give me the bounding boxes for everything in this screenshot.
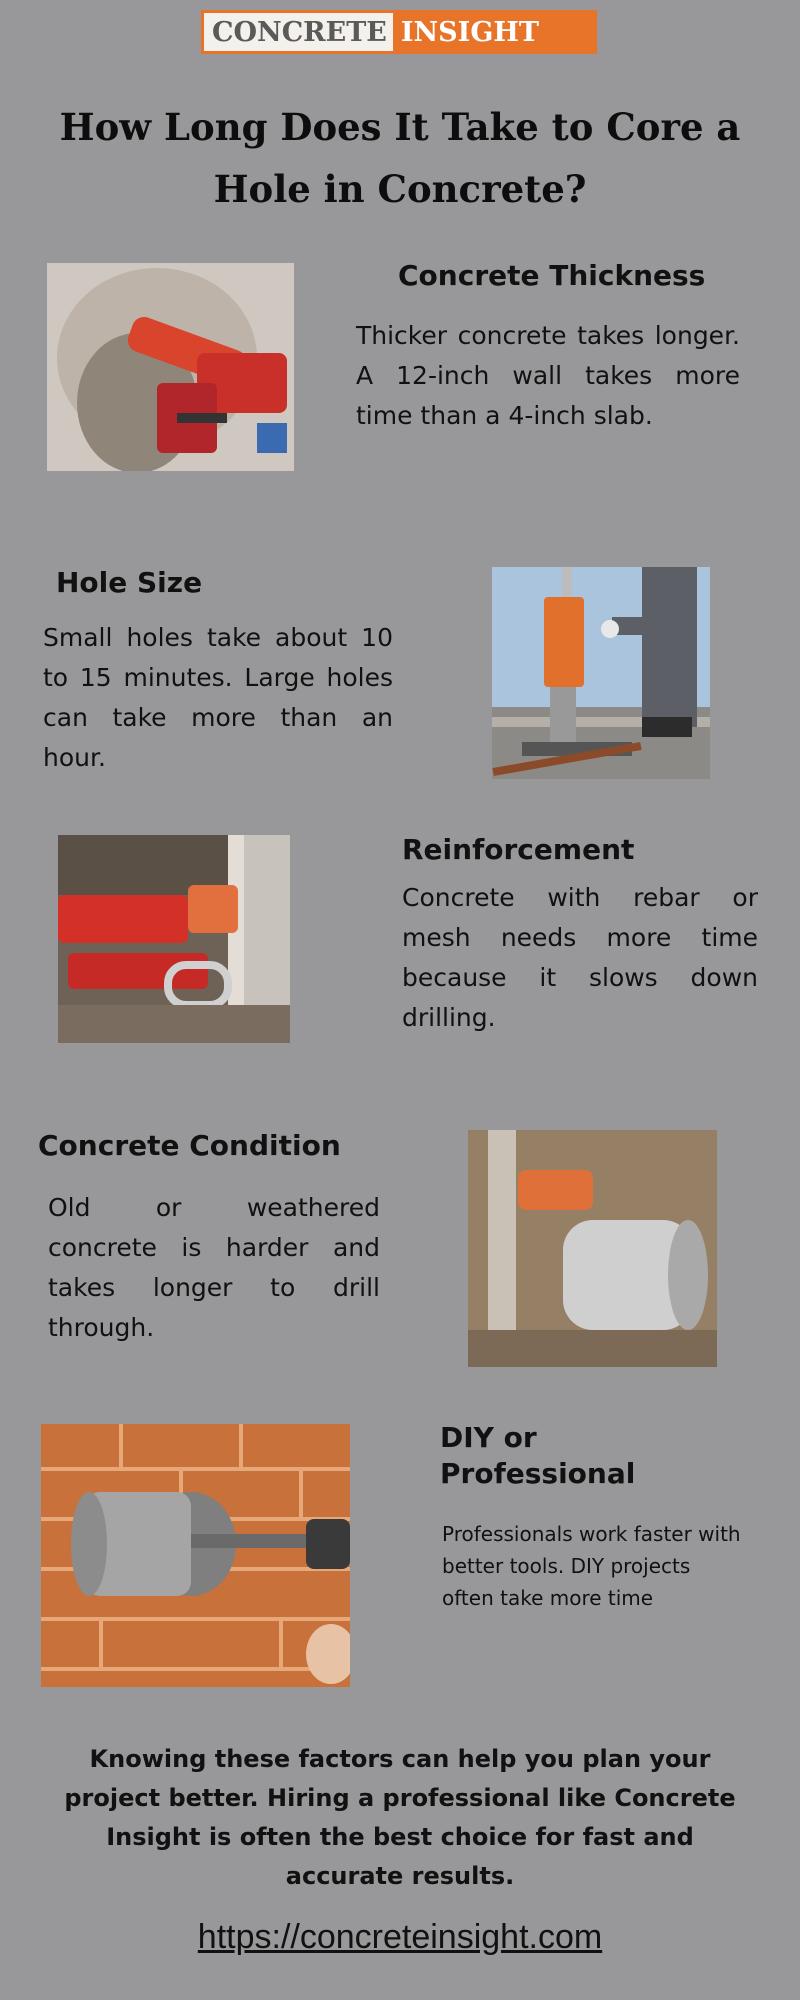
brand-logo: [201, 10, 597, 54]
page-title: How Long Does It Take to Core a Hole in Concrete?: [59, 105, 741, 211]
section-text-concrete-condition: Old or weathered concrete is harder and takes longer to drill through.: [48, 1193, 380, 1342]
section-heading-hole-size: Hole Size: [56, 566, 203, 599]
concrete-core-photo: [468, 1130, 717, 1367]
website-link[interactable]: https://concreteinsight.com: [197, 1918, 603, 1956]
section-heading-diy-or-professional: DIY or Professional: [440, 1421, 636, 1490]
section-text-concrete-thickness: Thicker concrete takes longer. A 12-inch wall takes more time than a 4-inch slab.: [356, 321, 740, 430]
section-text-reinforcement: Concrete with rebar or mesh needs more time because it slows down drilling.: [402, 883, 758, 1032]
core-drill-rig-photo: [492, 567, 710, 779]
drill-rebar-photo: [58, 835, 290, 1043]
section-heading-concrete-thickness: Concrete Thickness: [398, 259, 706, 292]
logo-word-concrete: CONCRETE: [204, 13, 393, 51]
section-heading-concrete-condition: Concrete Condition: [38, 1129, 341, 1162]
logo-word-insight: INSIGHT: [393, 13, 594, 51]
closing-paragraph: Knowing these factors can help you plan your project better. Hiring a professional like Concrete Insight is often the best choice for fast and accurate results.: [64, 1745, 736, 1890]
core-bit-brick-photo: [41, 1424, 350, 1687]
section-heading-reinforcement: Reinforcement: [402, 833, 635, 866]
section-text-hole-size: Small holes take about 10 to 15 minutes. Large holes can take more than an hour.: [43, 623, 393, 772]
section-text-diy-or-professional: Professionals work faster with better tools. DIY projects often take more time: [442, 1522, 741, 1610]
core-drill-wall-photo: [47, 263, 294, 471]
